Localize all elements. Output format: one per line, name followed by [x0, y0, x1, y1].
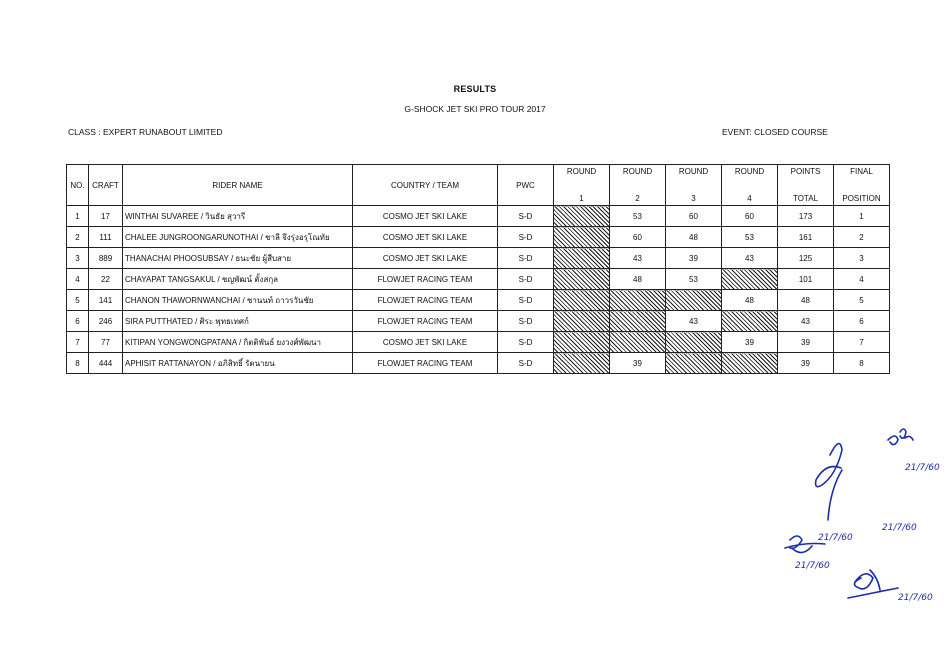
cell-no: 7 [67, 332, 89, 353]
cell-craft: 444 [89, 353, 123, 374]
cell-r1 [554, 353, 610, 374]
cell-total: 161 [778, 227, 834, 248]
col-craft: CRAFT [89, 165, 123, 206]
signature-dates [795, 463, 940, 603]
cell-team: FLOWJET RACING TEAM [353, 269, 498, 290]
signature-1 [816, 444, 842, 520]
cell-craft: 111 [89, 227, 123, 248]
cell-rider: KITIPAN YONGWONGPATANA / กิตติพันธ์ ยงวงศ์พัฒนา [123, 332, 353, 353]
cell-pos: 2 [834, 227, 890, 248]
cell-rider: WINTHAI SUVAREE / วินธัย สุวารี [123, 206, 353, 227]
cell-r4: 48 [722, 290, 778, 311]
cell-r4: 43 [722, 248, 778, 269]
cell-team: COSMO JET SKI LAKE [353, 206, 498, 227]
cell-pwc: S-D [498, 269, 554, 290]
cell-r1 [554, 311, 610, 332]
event-label: EVENT: CLOSED COURSE [722, 127, 828, 137]
cell-r2: 48 [610, 269, 666, 290]
cell-pos: 6 [834, 311, 890, 332]
cell-r4 [722, 311, 778, 332]
table-row [67, 227, 890, 248]
cell-pos: 8 [834, 353, 890, 374]
table-row [67, 206, 890, 227]
signature-4 [848, 570, 898, 598]
col-final-position: FINAL POSITION [834, 165, 890, 206]
cell-no: 1 [67, 206, 89, 227]
cell-r4: 60 [722, 206, 778, 227]
cell-pwc: S-D [498, 311, 554, 332]
cell-r1 [554, 290, 610, 311]
cell-no: 2 [67, 227, 89, 248]
cell-craft: 22 [89, 269, 123, 290]
table-row [67, 269, 890, 290]
cell-total: 125 [778, 248, 834, 269]
signature-date-1: 21/7/60 [818, 533, 853, 543]
cell-r3: 39 [666, 248, 722, 269]
cell-total: 39 [778, 332, 834, 353]
cell-rider: CHAYAPAT TANGSAKUL / ชญพัฒน์ ตั้งสกุล [123, 269, 353, 290]
cell-team: COSMO JET SKI LAKE [353, 227, 498, 248]
event-subtitle: G-SHOCK JET SKI PRO TOUR 2017 [404, 104, 546, 114]
col-round3: ROUND 3 [666, 165, 722, 206]
col-points-total: POINTS TOTAL [778, 165, 834, 206]
cell-craft: 17 [89, 206, 123, 227]
table-row [67, 353, 890, 374]
cell-rider: SIRA PUTTHATED / ศิระ พุทธเทศก์ [123, 311, 353, 332]
cell-total: 39 [778, 353, 834, 374]
cell-pos: 5 [834, 290, 890, 311]
cell-total: 173 [778, 206, 834, 227]
cell-r1 [554, 332, 610, 353]
signature-date-4: 21/7/60 [795, 561, 830, 571]
cell-pwc: S-D [498, 248, 554, 269]
cell-craft: 141 [89, 290, 123, 311]
col-team: COUNTRY / TEAM [353, 165, 498, 206]
col-no: NO. [67, 165, 89, 206]
col-round2: ROUND 2 [610, 165, 666, 206]
cell-pos: 7 [834, 332, 890, 353]
cell-craft: 246 [89, 311, 123, 332]
cell-team: FLOWJET RACING TEAM [353, 353, 498, 374]
cell-r1 [554, 206, 610, 227]
cell-rider: APHISIT RATTANAYON / อภิสิทธิ์ รัตนายน [123, 353, 353, 374]
cell-r2 [610, 311, 666, 332]
cell-r4 [722, 353, 778, 374]
cell-team: FLOWJET RACING TEAM [353, 290, 498, 311]
table-header-row [67, 165, 890, 206]
cell-pos: 3 [834, 248, 890, 269]
cell-craft: 77 [89, 332, 123, 353]
results-table [66, 164, 890, 374]
cell-r3: 48 [666, 227, 722, 248]
cell-r2 [610, 332, 666, 353]
cell-no: 6 [67, 311, 89, 332]
cell-rider: THANACHAI PHOOSUBSAY / ธนะชัย ผู้สืบสาย [123, 248, 353, 269]
signature-2 [888, 429, 913, 445]
cell-r1 [554, 248, 610, 269]
cell-pwc: S-D [498, 332, 554, 353]
cell-r2: 53 [610, 206, 666, 227]
cell-no: 5 [67, 290, 89, 311]
cell-pwc: S-D [498, 227, 554, 248]
cell-no: 3 [67, 248, 89, 269]
cell-r4 [722, 269, 778, 290]
cell-total: 101 [778, 269, 834, 290]
cell-rider: CHALEE JUNGROONGARUNOTHAI / ชาลี จึงรุ่งอรุโณทัย [123, 227, 353, 248]
page-title: RESULTS [453, 84, 497, 94]
cell-r3: 43 [666, 311, 722, 332]
cell-pwc: S-D [498, 353, 554, 374]
cell-r3 [666, 332, 722, 353]
col-rider: RIDER NAME [123, 165, 353, 206]
cell-team: COSMO JET SKI LAKE [353, 248, 498, 269]
cell-team: COSMO JET SKI LAKE [353, 332, 498, 353]
table-row [67, 332, 890, 353]
cell-r2: 43 [610, 248, 666, 269]
col-round4: ROUND 4 [722, 165, 778, 206]
signature-date-3: 21/7/60 [905, 463, 940, 473]
cell-pos: 4 [834, 269, 890, 290]
cell-rider: CHANON THAWORNWANCHAI / ชานนท์ ถาวรวันชัย [123, 290, 353, 311]
table-row [67, 248, 890, 269]
cell-r2: 39 [610, 353, 666, 374]
cell-craft: 889 [89, 248, 123, 269]
cell-r1 [554, 269, 610, 290]
cell-pos: 1 [834, 206, 890, 227]
cell-r3: 53 [666, 269, 722, 290]
cell-r2: 60 [610, 227, 666, 248]
signature-3 [785, 536, 825, 553]
cell-r1 [554, 227, 610, 248]
class-label: CLASS : EXPERT RUNABOUT LIMITED [68, 127, 223, 137]
col-pwc: PWC [498, 165, 554, 206]
signature-date-5: 21/7/60 [898, 593, 933, 603]
cell-pwc: S-D [498, 206, 554, 227]
cell-pwc: S-D [498, 290, 554, 311]
cell-r3: 60 [666, 206, 722, 227]
table-row [67, 290, 890, 311]
table-row [67, 311, 890, 332]
cell-team: FLOWJET RACING TEAM [353, 311, 498, 332]
col-round1: ROUND 1 [554, 165, 610, 206]
cell-r4: 53 [722, 227, 778, 248]
cell-r3 [666, 290, 722, 311]
cell-r3 [666, 353, 722, 374]
cell-r2 [610, 290, 666, 311]
cell-total: 48 [778, 290, 834, 311]
cell-total: 43 [778, 311, 834, 332]
signature-date-2: 21/7/60 [882, 523, 917, 533]
cell-no: 4 [67, 269, 89, 290]
cell-no: 8 [67, 353, 89, 374]
cell-r4: 39 [722, 332, 778, 353]
